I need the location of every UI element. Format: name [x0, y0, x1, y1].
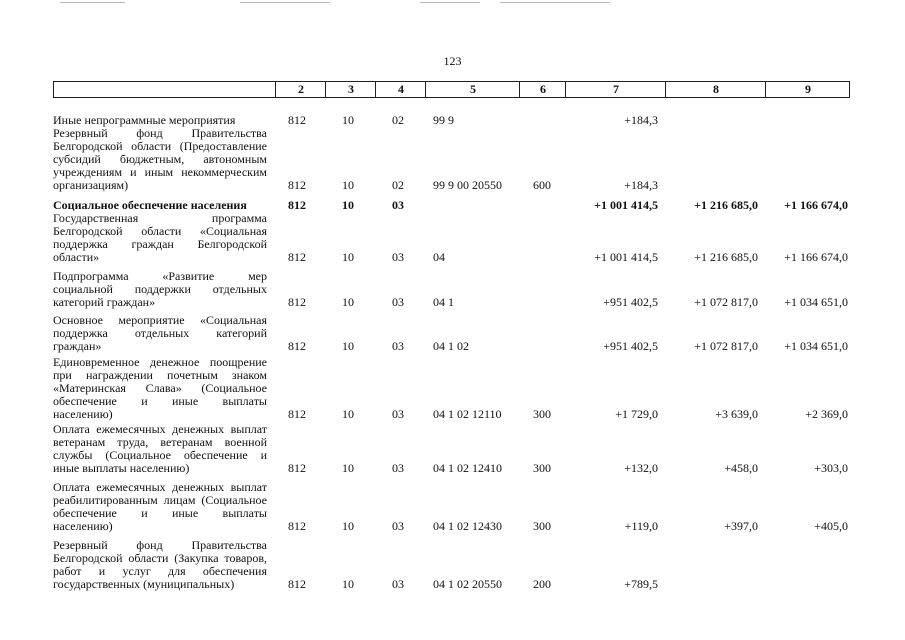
cell-c2: 812 — [288, 461, 306, 475]
description-line: социальной поддержки отдельных — [53, 283, 267, 296]
cell-c2: 812 — [288, 339, 306, 353]
description-line: Иные непрограммные мероприятия — [53, 114, 236, 127]
row-description — [53, 127, 267, 192]
description-line: Социальное обеспечение населения — [53, 199, 247, 212]
cell-c3: 10 — [342, 178, 354, 192]
cell-c5: 04 1 02 12110 — [433, 407, 502, 421]
cell-c4: 03 — [392, 519, 404, 533]
cell-c4: 03 — [392, 577, 404, 591]
cell-c4: 03 — [392, 461, 404, 475]
cell-c5: 04 1 02 12430 — [433, 519, 502, 533]
header-col-8: 8 — [665, 82, 766, 97]
description-line: Резервный фонд Правительства — [53, 539, 267, 552]
description-line: граждан» — [53, 340, 102, 353]
description-line: области» — [53, 251, 100, 264]
description-line: организациям) — [53, 179, 129, 192]
row-description — [53, 114, 267, 127]
description-line: службы (Социальное обеспечение и — [53, 449, 267, 462]
cell-c6: 600 — [533, 178, 551, 192]
description-line: обеспечение и иные выплаты — [53, 507, 267, 520]
cell-c8: +3 639,0 — [715, 407, 758, 421]
cell-c4: 03 — [392, 198, 404, 212]
cell-c7: +1 001 414,5 — [594, 198, 658, 212]
description-line: «Материнская Слава» (Социальное — [53, 382, 267, 395]
cell-c8: +1 216 685,0 — [694, 198, 758, 212]
cell-c2: 812 — [288, 113, 306, 127]
header-col-4: 4 — [375, 82, 426, 97]
cell-c4: 03 — [392, 250, 404, 264]
cell-c3: 10 — [342, 339, 354, 353]
cell-c7: +132,0 — [624, 461, 658, 475]
description-line: государственных (муниципальных) — [53, 578, 235, 591]
cell-c5: 04 — [433, 250, 445, 264]
cell-c5: 04 1 02 20550 — [433, 577, 502, 591]
description-line: Белгородской области (Предоставление — [53, 140, 267, 153]
description-line: учреждениям и иным некоммерческим — [53, 166, 267, 179]
description-line: иные выплаты населению) — [53, 462, 190, 475]
row-description — [53, 212, 267, 264]
cell-c2: 812 — [288, 577, 306, 591]
cell-c4: 03 — [392, 407, 404, 421]
cell-c8: +1 072 817,0 — [694, 339, 758, 353]
cell-c2: 812 — [288, 250, 306, 264]
description-line: при награждении почетным знаком — [53, 369, 267, 382]
cell-c7: +184,3 — [624, 178, 658, 192]
cell-c7: +1 729,0 — [615, 407, 658, 421]
header-col-7: 7 — [565, 82, 666, 97]
description-line: Оплата ежемесячных денежных выплат — [53, 481, 267, 494]
cell-c3: 10 — [342, 407, 354, 421]
cell-c7: +119,0 — [624, 519, 658, 533]
cell-c9: +303,0 — [814, 461, 848, 475]
row-description — [53, 356, 267, 421]
row-description — [53, 270, 267, 309]
cell-c9: +405,0 — [814, 519, 848, 533]
cell-c2: 812 — [288, 295, 306, 309]
cell-c6: 300 — [533, 519, 551, 533]
description-line: Основное мероприятие «Социальная — [53, 314, 267, 327]
table-header — [53, 81, 850, 98]
cell-c2: 812 — [288, 198, 306, 212]
row-description — [53, 423, 267, 475]
cell-c7: +789,5 — [624, 577, 658, 591]
cell-c5: 99 9 00 20550 — [433, 178, 502, 192]
cell-c5: 04 1 02 12410 — [433, 461, 502, 475]
cell-c4: 03 — [392, 339, 404, 353]
description-line: Резервный фонд Правительства — [53, 127, 267, 140]
description-line: Подпрограмма «Развитие мер — [53, 270, 267, 283]
header-col-2: 2 — [275, 82, 326, 97]
row-description — [53, 481, 267, 533]
cell-c9: +1 034 651,0 — [784, 295, 848, 309]
cell-c9: +1 166 674,0 — [784, 198, 848, 212]
cell-c5: 04 1 — [433, 295, 454, 309]
cell-c8: +458,0 — [724, 461, 758, 475]
header-col-3: 3 — [325, 82, 376, 97]
cell-c3: 10 — [342, 250, 354, 264]
cell-c9: +2 369,0 — [805, 407, 848, 421]
cell-c8: +1 216 685,0 — [694, 250, 758, 264]
description-line: ветеранам труда, ветеранам военной — [53, 436, 267, 449]
description-line: Государственная программа — [53, 212, 267, 225]
page-number: 123 — [443, 54, 462, 68]
description-line: работ и услуг для обеспечения — [53, 565, 267, 578]
cell-c6: 200 — [533, 577, 551, 591]
description-line: обеспечение и иные выплаты — [53, 395, 267, 408]
header-col-9: 9 — [765, 82, 850, 97]
cell-c4: 02 — [392, 178, 404, 192]
description-line: категорий граждан» — [53, 296, 156, 309]
cell-c8: +397,0 — [724, 519, 758, 533]
description-line: субсидий бюджетным, автономным — [53, 153, 267, 166]
cell-c9: +1 034 651,0 — [784, 339, 848, 353]
description-line: Белгородской области «Социальная — [53, 225, 267, 238]
cell-c6: 300 — [533, 407, 551, 421]
row-description — [53, 314, 267, 353]
description-line: поддержка граждан Белгородской — [53, 238, 267, 251]
header-col-5: 5 — [425, 82, 520, 97]
description-line: Белгородской области (Закупка товаров, — [53, 552, 267, 565]
description-line: Оплата ежемесячных денежных выплат — [53, 423, 267, 436]
cell-c4: 03 — [392, 295, 404, 309]
cell-c6: 300 — [533, 461, 551, 475]
description-line: поддержка отдельных категорий — [53, 327, 267, 340]
description-line: населению) — [53, 520, 113, 533]
cell-c9: +1 166 674,0 — [784, 250, 848, 264]
cell-c5: 99 9 — [433, 113, 454, 127]
row-description — [53, 539, 267, 591]
cell-c7: +951 402,5 — [603, 339, 658, 353]
description-line: реабилитированным лицам (Социальное — [53, 494, 267, 507]
cell-c7: +184,3 — [624, 113, 658, 127]
cell-c3: 10 — [342, 198, 354, 212]
cell-c5: 04 1 02 — [433, 339, 469, 353]
cell-c3: 10 — [342, 113, 354, 127]
cell-c8: +1 072 817,0 — [694, 295, 758, 309]
cell-c3: 10 — [342, 519, 354, 533]
cell-c2: 812 — [288, 407, 306, 421]
cell-c2: 812 — [288, 178, 306, 192]
cell-c3: 10 — [342, 577, 354, 591]
cell-c7: +951 402,5 — [603, 295, 658, 309]
description-line: населению) — [53, 408, 113, 421]
cell-c3: 10 — [342, 295, 354, 309]
cell-c3: 10 — [342, 461, 354, 475]
row-description — [53, 199, 267, 212]
cell-c7: +1 001 414,5 — [594, 250, 658, 264]
header-col-6: 6 — [519, 82, 566, 97]
cell-c4: 02 — [392, 113, 404, 127]
description-line: Единовременное денежное поощрение — [53, 356, 267, 369]
cell-c2: 812 — [288, 519, 306, 533]
